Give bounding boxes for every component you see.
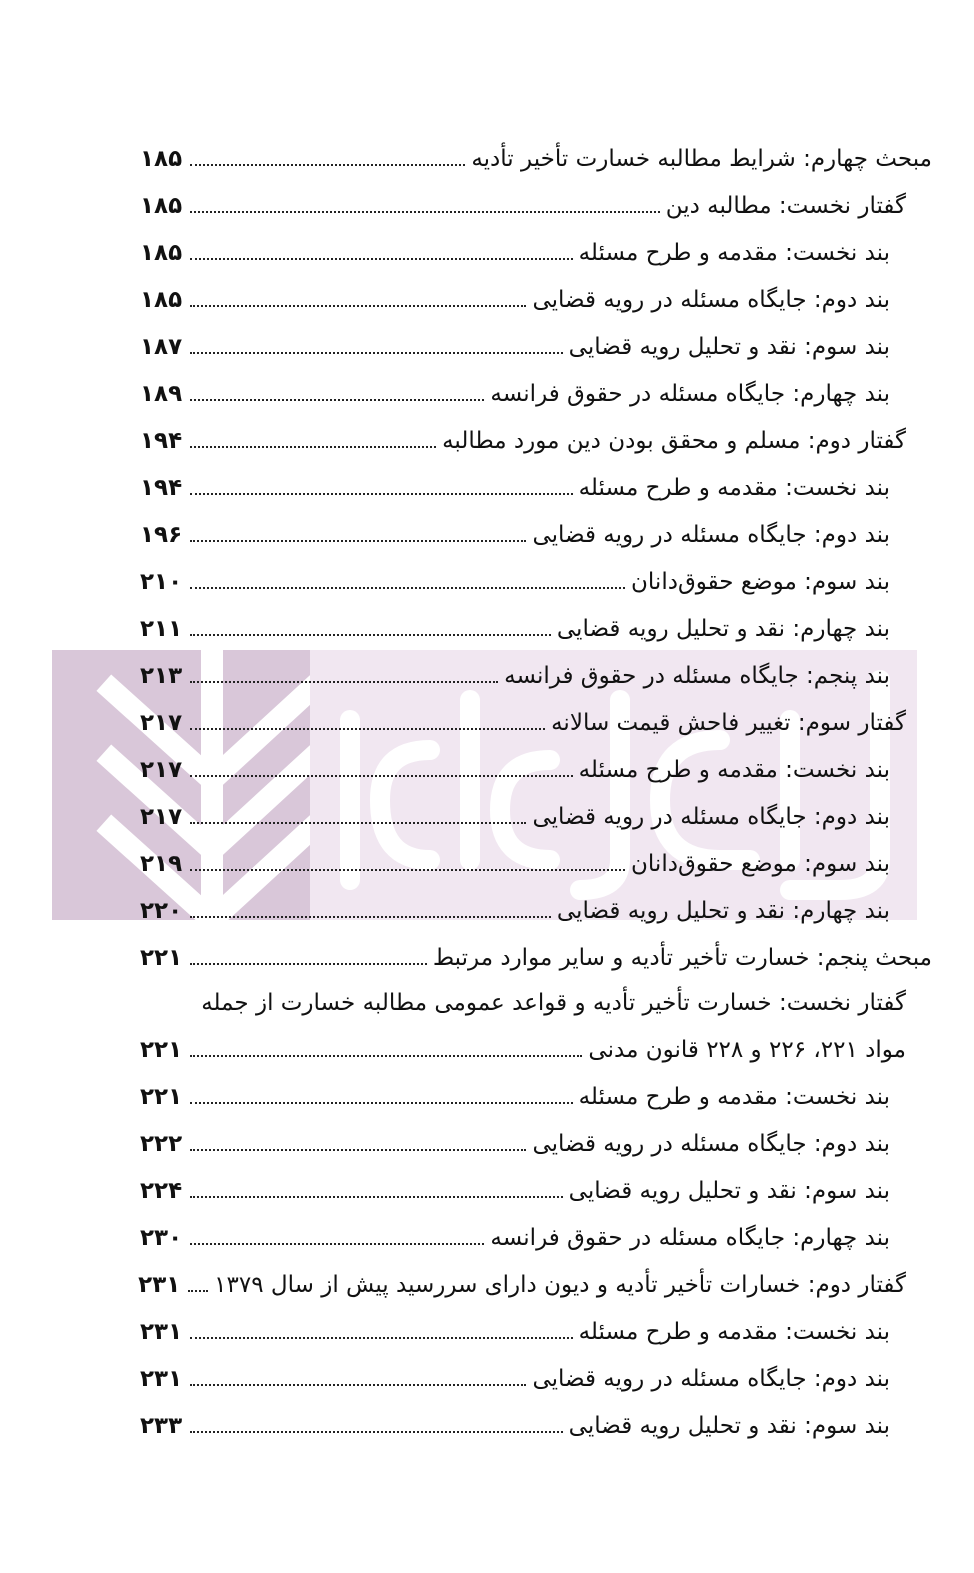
toc-entry[interactable] bbox=[140, 1082, 890, 1114]
toc-entry[interactable] bbox=[140, 1223, 890, 1255]
toc-entry-title: مبحث پنجم: خسارت تأخیر تأدیه و سایر موارد مرتبط bbox=[432, 945, 932, 971]
toc-entry-title: بند سوم: موضع حقوق‌دانان bbox=[631, 851, 890, 877]
toc-page-number: ۲۳۱ bbox=[138, 1272, 181, 1298]
toc-entry-title: مواد ۲۲۱، ۲۲۶ و ۲۲۸ قانون مدنی bbox=[588, 1037, 906, 1063]
toc-page-number: ۲۲۱ bbox=[140, 1037, 183, 1063]
toc-entry-title: بند دوم: جایگاه مسئله در رویه قضایی bbox=[532, 1131, 890, 1157]
toc-page-number: ۱۸۹ bbox=[140, 381, 183, 407]
toc-entry-title: بند چهارم: نقد و تحلیل رویه قضایی bbox=[556, 898, 890, 924]
dot-leader bbox=[190, 821, 526, 824]
dot-leader bbox=[190, 1195, 563, 1198]
toc-page-number: ۱۹۶ bbox=[140, 522, 183, 548]
toc-entry-title: بند سوم: نقد و تحلیل رویه قضایی bbox=[568, 334, 890, 360]
dot-leader bbox=[190, 1336, 573, 1339]
toc-entry[interactable] bbox=[140, 1176, 890, 1208]
toc-page-number: ۱۹۴ bbox=[140, 428, 183, 454]
dot-leader bbox=[190, 1101, 573, 1104]
toc-entry[interactable] bbox=[140, 896, 890, 928]
toc-page-number: ۱۹۴ bbox=[140, 475, 183, 501]
toc-entry-title: مبحث چهارم: شرایط مطالبه خسارت تأخیر تأدیه bbox=[471, 146, 932, 172]
dot-leader bbox=[190, 962, 427, 965]
toc-entry-title: گفتار دوم: مسلم و محقق بودن دین مورد مطالبه bbox=[442, 428, 906, 454]
toc-page-number: ۲۳۳ bbox=[140, 1413, 183, 1439]
dot-leader bbox=[190, 351, 563, 354]
dot-leader bbox=[190, 1148, 526, 1151]
toc-page-number: ۲۲۱ bbox=[140, 1084, 183, 1110]
toc-entry-title: بند چهارم: جایگاه مسئله در حقوق فرانسه bbox=[490, 381, 890, 407]
toc-entry-title: بند نخست: مقدمه و طرح مسئله bbox=[578, 1319, 890, 1345]
dot-leader bbox=[190, 445, 436, 448]
toc-entry-title: بند سوم: نقد و تحلیل رویه قضایی bbox=[568, 1413, 890, 1439]
toc-page-number: ۲۱۱ bbox=[140, 616, 183, 642]
dot-leader bbox=[190, 1430, 563, 1433]
toc-page-number: ۱۸۵ bbox=[140, 146, 183, 172]
toc-entry[interactable] bbox=[140, 285, 890, 317]
toc-entry[interactable] bbox=[140, 708, 906, 740]
dot-leader bbox=[190, 1054, 582, 1057]
toc-page-number: ۲۲۴ bbox=[140, 1178, 183, 1204]
dot-leader bbox=[190, 210, 660, 213]
toc-entry-title: گفتار نخست: مطالبه دین bbox=[665, 193, 906, 219]
dot-leader bbox=[190, 727, 545, 730]
toc-page-number: ۲۲۲ bbox=[140, 1131, 183, 1157]
dot-leader bbox=[190, 774, 573, 777]
toc-entry[interactable] bbox=[140, 473, 890, 505]
dot-leader bbox=[190, 1242, 484, 1245]
toc-entry[interactable] bbox=[140, 520, 890, 552]
toc-entry[interactable] bbox=[140, 755, 890, 787]
dot-leader bbox=[190, 163, 465, 166]
toc-entry[interactable] bbox=[140, 144, 932, 176]
dot-leader bbox=[190, 1383, 526, 1386]
toc-entry-title: بند نخست: مقدمه و طرح مسئله bbox=[578, 757, 890, 783]
toc-entry[interactable] bbox=[140, 614, 890, 646]
toc-page-number: ۱۸۵ bbox=[140, 240, 183, 266]
toc-entry-title: بند چهارم: جایگاه مسئله در حقوق فرانسه bbox=[490, 1225, 890, 1251]
toc-page-number: ۲۱۷ bbox=[140, 710, 183, 736]
toc-entry-title: بند نخست: مقدمه و طرح مسئله bbox=[578, 1084, 890, 1110]
dot-leader bbox=[190, 868, 625, 871]
dot-leader bbox=[190, 539, 526, 542]
toc-entry-title: بند پنجم: جایگاه مسئله در حقوق فرانسه bbox=[504, 663, 890, 689]
toc-entry[interactable] bbox=[140, 802, 890, 834]
toc-page-number: ۲۳۱ bbox=[140, 1366, 183, 1392]
toc-page-number: ۲۱۹ bbox=[140, 851, 183, 877]
toc-page-number: ۲۱۰ bbox=[140, 569, 183, 595]
toc-entry[interactable] bbox=[140, 943, 932, 975]
dot-leader bbox=[190, 586, 625, 589]
toc-entry-title: بند نخست: مقدمه و طرح مسئله bbox=[578, 240, 890, 266]
toc-entry-title: بند نخست: مقدمه و طرح مسئله bbox=[578, 475, 890, 501]
toc-page-number: ۱۸۵ bbox=[140, 193, 183, 219]
toc-page-number: ۲۲۰ bbox=[140, 898, 183, 924]
dot-leader bbox=[190, 257, 573, 260]
toc-entry-title: بند سوم: نقد و تحلیل رویه قضایی bbox=[568, 1178, 890, 1204]
toc-entry[interactable] bbox=[140, 379, 890, 411]
toc-entry-title: بند دوم: جایگاه مسئله در رویه قضایی bbox=[532, 287, 890, 313]
toc-entry[interactable] bbox=[140, 661, 890, 693]
toc-entry[interactable] bbox=[140, 567, 890, 599]
toc-entry-title: بند دوم: جایگاه مسئله در رویه قضایی bbox=[532, 804, 890, 830]
toc-page-number: ۲۳۰ bbox=[140, 1225, 183, 1251]
toc-entry-title: گفتار دوم: خسارات تأخیر تأدیه و دیون دارای سررسید پیش از سال ۱۳۷۹ bbox=[214, 1272, 906, 1298]
toc-entry-title: بند چهارم: نقد و تحلیل رویه قضایی bbox=[556, 616, 890, 642]
toc-entry[interactable] bbox=[140, 191, 906, 223]
toc-page-number: ۱۸۵ bbox=[140, 287, 183, 313]
dot-leader bbox=[190, 680, 498, 683]
toc-entry[interactable] bbox=[140, 1364, 890, 1396]
toc-entry[interactable] bbox=[140, 849, 890, 881]
toc-entry[interactable] bbox=[140, 1411, 890, 1443]
toc-entry[interactable] bbox=[140, 332, 890, 364]
dot-leader bbox=[190, 915, 551, 918]
toc-entry[interactable] bbox=[140, 426, 906, 458]
toc-entry-title: بند دوم: جایگاه مسئله در رویه قضایی bbox=[532, 1366, 890, 1392]
toc-entry[interactable] bbox=[140, 238, 890, 270]
toc-entry-title: بند دوم: جایگاه مسئله در رویه قضایی bbox=[532, 522, 890, 548]
toc-entry-title: گفتار سوم: تغییر فاحش قیمت سالانه bbox=[551, 710, 906, 736]
dot-leader bbox=[190, 398, 484, 401]
toc-multiline-heading[interactable]: گفتار نخست: خسارت تأخیر تأدیه و قواعد عمومی مطالبه خسارت از جمله bbox=[201, 990, 906, 1016]
toc-page-number: ۲۱۷ bbox=[140, 804, 183, 830]
toc-page-number: ۲۳۱ bbox=[140, 1319, 183, 1345]
dot-leader bbox=[188, 1289, 208, 1292]
toc-entry[interactable] bbox=[140, 1129, 890, 1161]
toc-entry[interactable] bbox=[140, 1317, 890, 1349]
toc-entry-title: بند سوم: موضع حقوق‌دانان bbox=[631, 569, 890, 595]
dot-leader bbox=[190, 492, 573, 495]
dot-leader bbox=[190, 304, 526, 307]
toc-entry[interactable] bbox=[140, 1035, 906, 1067]
toc-page-number: ۲۲۱ bbox=[140, 945, 183, 971]
toc-entry[interactable] bbox=[140, 1270, 906, 1302]
toc-page-number: ۲۱۳ bbox=[140, 663, 183, 689]
toc-page-number: ۱۸۷ bbox=[140, 334, 183, 360]
toc-page-number: ۲۱۷ bbox=[140, 757, 183, 783]
dot-leader bbox=[190, 633, 551, 636]
